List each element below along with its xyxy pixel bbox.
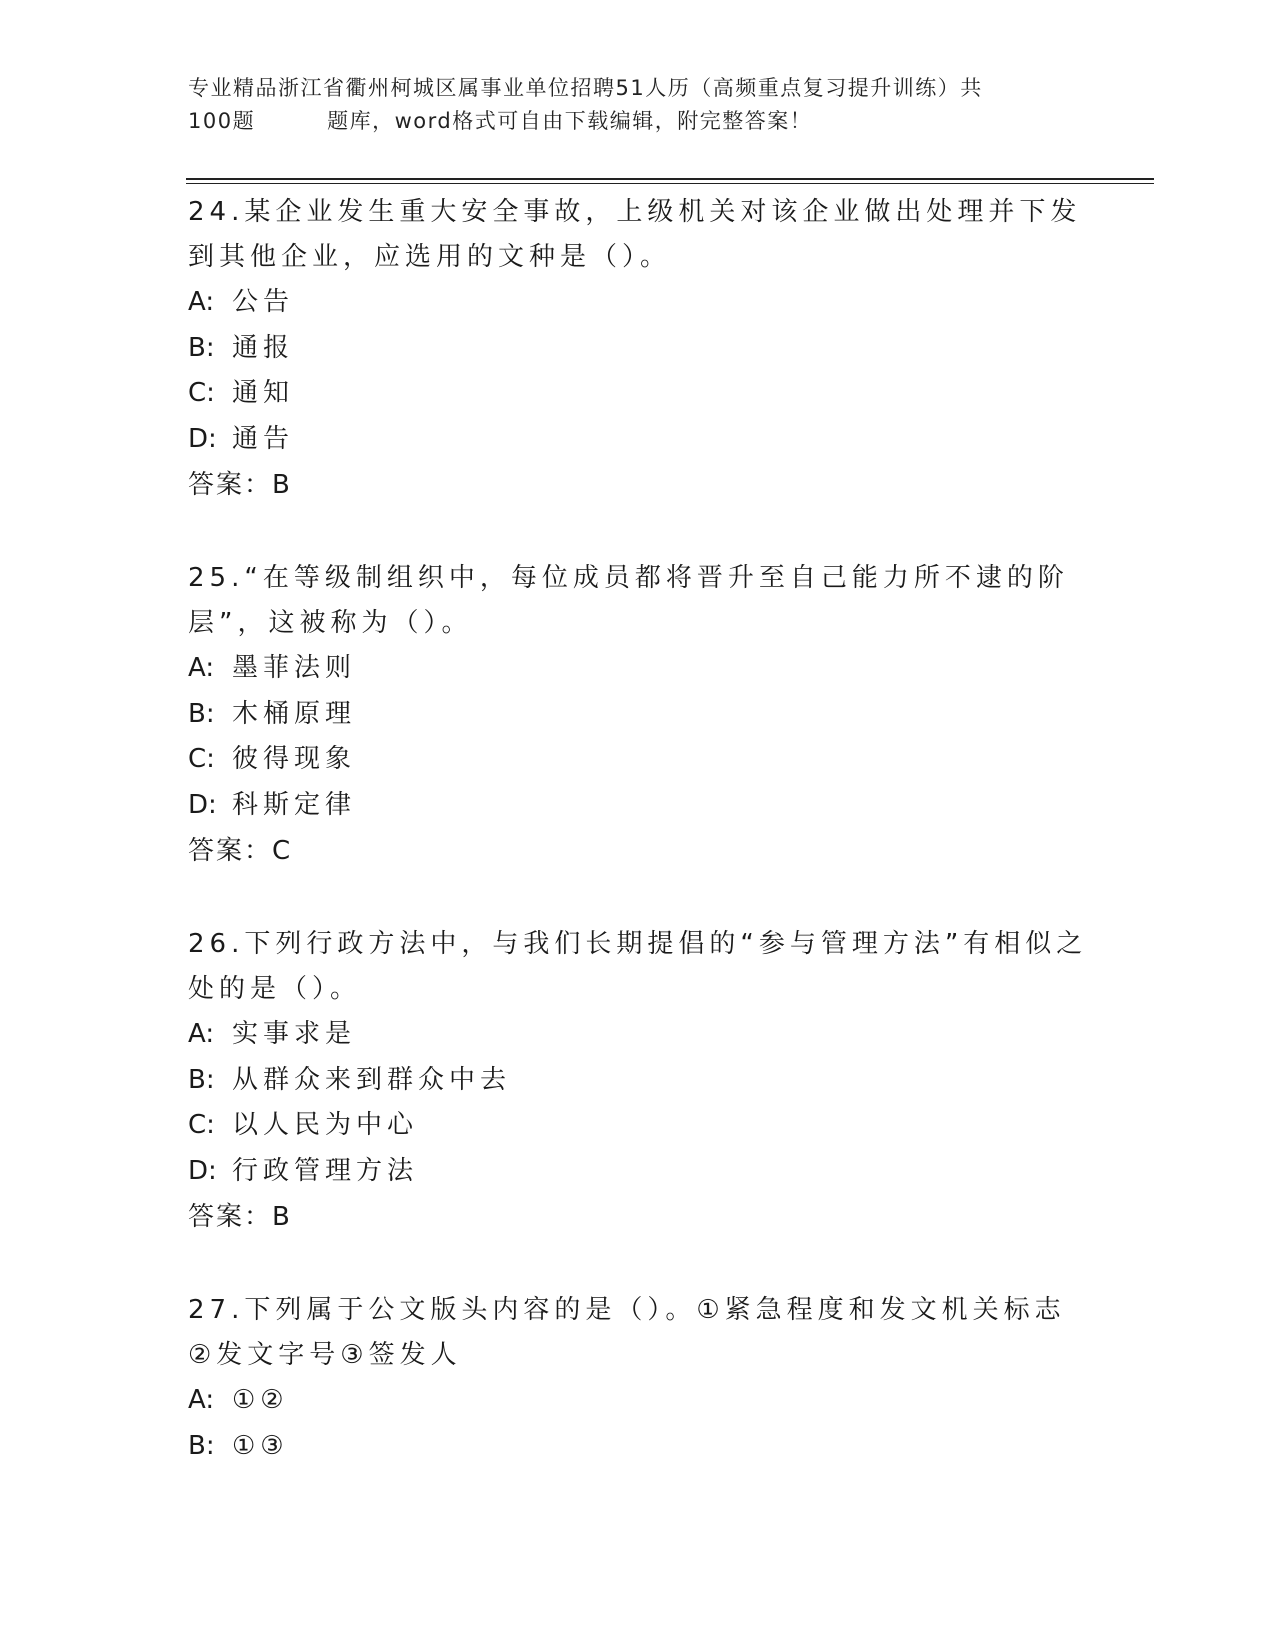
option-letter: D:	[188, 423, 217, 454]
option-letter: A:	[188, 287, 215, 317]
option-text: 以人民为中心	[232, 1110, 419, 1140]
option-letter: B:	[188, 1430, 215, 1461]
option-text: 公告	[232, 287, 295, 317]
option-letter: A:	[188, 1019, 215, 1049]
question-stem: 27.下列属于公文版头内容的是（）。①紧急程度和发文机关标志②发文字号③签发人	[188, 1295, 1066, 1370]
option-text: 木桶原理	[232, 698, 357, 729]
option-a	[188, 280, 1088, 326]
option-b	[188, 326, 1088, 372]
option-letter: A:	[188, 653, 215, 683]
option-b	[188, 692, 1088, 738]
option-d	[188, 1149, 1088, 1195]
option-letter: C:	[188, 378, 215, 408]
option-text: 墨菲法则	[232, 653, 357, 683]
option-text: ①②	[232, 1385, 289, 1415]
answer-line: 答案：C	[188, 836, 293, 866]
option-letter: C:	[188, 1110, 215, 1140]
option-b	[188, 1058, 1088, 1104]
option-letter: B:	[188, 698, 215, 729]
option-letter: D:	[188, 789, 217, 820]
option-text: 实事求是	[232, 1019, 357, 1049]
question-25	[188, 556, 1088, 874]
option-c	[188, 737, 1088, 783]
option-text: 从群众来到群众中去	[232, 1064, 512, 1095]
option-letter: B:	[188, 332, 215, 363]
option-c	[188, 371, 1088, 417]
question-list	[188, 190, 1088, 1517]
option-text: 通报	[232, 332, 295, 363]
header-title-line-2	[188, 105, 1088, 138]
header-subtitle: 题库，word格式可自由下载编辑，附完整答案！	[327, 109, 813, 133]
option-b	[188, 1424, 1088, 1470]
option-text: ①③	[232, 1430, 289, 1461]
question-27	[188, 1288, 1088, 1469]
header-title-line-1: 专业精品浙江省衢州柯城区属事业单位招聘51人历（高频重点复习提升训练）共	[188, 76, 983, 100]
question-stem: 24.某企业发生重大安全事故，上级机关对该企业做出处理并下发到其他企业，应选用的文种是（）。	[188, 197, 1082, 272]
answer-line: 答案：B	[188, 470, 292, 500]
option-a	[188, 1012, 1088, 1058]
question-stem: 25.“在等级制组织中，每位成员都将晋升至自己能力所不逮的阶层”，这被称为（）。	[188, 563, 1069, 638]
option-letter: A:	[188, 1385, 215, 1415]
option-text: 彼得现象	[232, 744, 357, 774]
option-d	[188, 783, 1088, 829]
option-a	[188, 646, 1088, 692]
option-letter: D:	[188, 1155, 217, 1186]
document-header	[188, 72, 1088, 138]
option-text: 通告	[232, 423, 295, 454]
header-count: 100题	[188, 109, 256, 133]
option-text: 行政管理方法	[232, 1155, 419, 1186]
header-divider-thick	[186, 178, 1154, 180]
question-stem: 26.下列行政方法中，与我们长期提倡的“参与管理方法”有相似之处的是（）。	[188, 929, 1088, 1004]
option-letter: B:	[188, 1064, 215, 1095]
option-text: 科斯定律	[232, 789, 357, 820]
answer-line: 答案：B	[188, 1202, 292, 1232]
option-c	[188, 1103, 1088, 1149]
option-letter: C:	[188, 744, 215, 774]
option-a	[188, 1378, 1088, 1424]
question-24	[188, 190, 1088, 508]
header-divider-thin	[186, 183, 1154, 184]
question-26	[188, 922, 1088, 1240]
option-text: 通知	[232, 378, 295, 408]
option-d	[188, 417, 1088, 463]
